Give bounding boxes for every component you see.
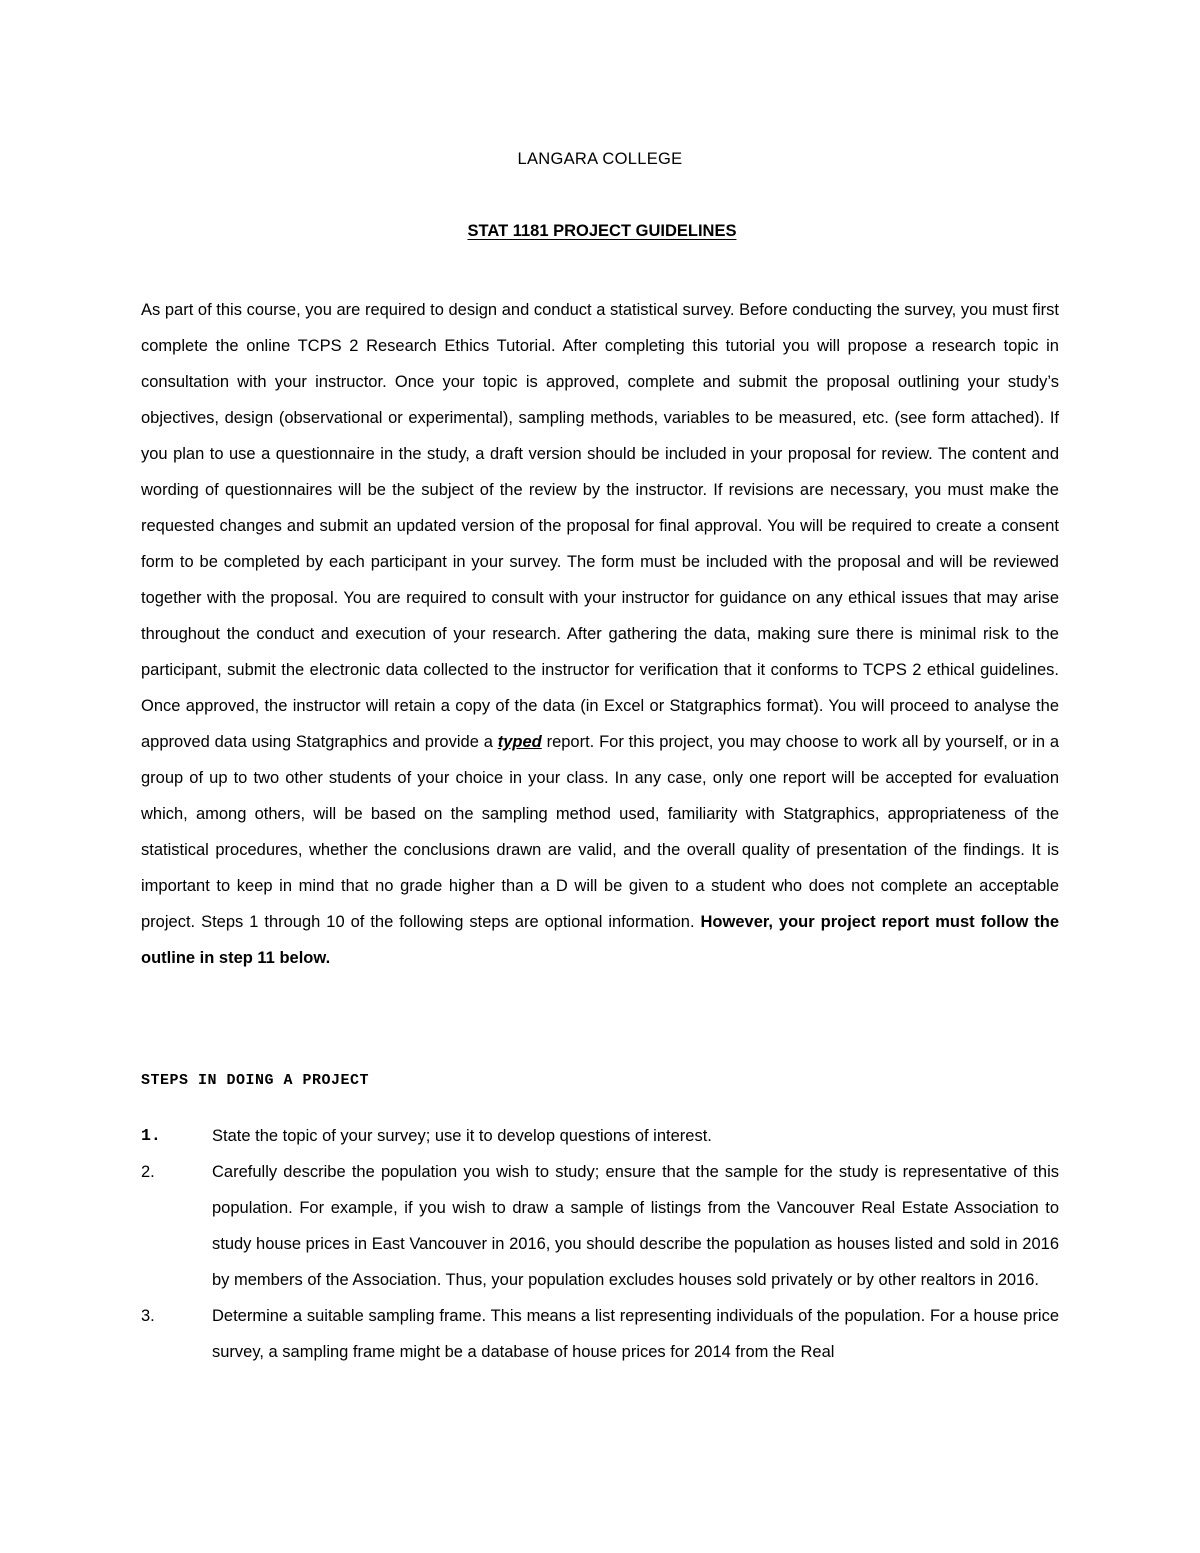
intro-emphasis-word: typed (497, 733, 542, 751)
steps-list (141, 1118, 1059, 1370)
document-title-text: STAT 1181 PROJECT GUIDELINES (467, 222, 737, 240)
step-number: 3. (141, 1307, 155, 1325)
step-number: 2. (141, 1163, 155, 1181)
steps-section-heading: STEPS IN DOING A PROJECT (141, 1072, 370, 1089)
list-item (141, 1298, 1059, 1370)
document-title (0, 222, 1200, 241)
step-text: Carefully describe the population you wish to study; ensure that the sample for the study is representative of this population. For example, if you wish to draw a sample of listings from the Vancouver Real Estate Association to study house prices in East Vancouver in 2016, you should describe the population as houses listed and sold in 2016 by members of the Association. Thus, your population excludes houses sold privately or by other realtors in 2016. (212, 1163, 1059, 1289)
step-text: Determine a suitable sampling frame. This means a list representing individuals of the population. For a house price survey, a sampling frame might be a database of house prices for 2014 from the Real (212, 1307, 1059, 1361)
list-item (141, 1154, 1059, 1298)
list-item (141, 1118, 1059, 1154)
step-number: 1. (141, 1126, 161, 1145)
intro-bold-closing: However, your project report must follow the outline in step 11 below. (141, 913, 1059, 967)
intro-text-part-1: As part of this course, you are required to design and conduct a statistical survey. Before conducting the survey, you must first complete the online TCPS 2 Research Ethics Tutorial. After completing this tutorial you will propose a research topic in consultation with your instructor. Once your topic is approved, complete and submit the proposal outlining your study’s objectives, design (observational or experimental), sampling methods, variables to be measured, etc. (see form attached). If you plan to use a questionnaire in the study, a draft version should be included in your proposal for review. The content and wording of questionnaires will be the subject of the review by the instructor. If revisions are necessary, you must make the requested changes and submit an updated version of the proposal for final approval. You will be required to create a consent form to be completed by each participant in your survey. The form must be included with the proposal and will be reviewed together with the proposal. You are required to consult with your instructor for guidance on any ethical issues that may arise throughout the conduct and execution of your research. After gathering the data, making sure there is minimal risk to the participant, submit the electronic data collected to the instructor for verification that it conforms to TCPS 2 ethical guidelines. Once approved, the instructor will retain a copy of the data (in Excel or Statgraphics format). You will proceed to analyse the approved data using Statgraphics and provide a (141, 301, 1059, 751)
intro-paragraph (141, 292, 1059, 976)
institution-name: LANGARA COLLEGE (517, 150, 683, 168)
intro-text-part-2: report. For this project, you may choose to work all by yourself, or in a group of up to two other students of your choice in your class. In any case, only one report will be accepted for evaluation which, among others, will be based on the sampling method used, familiarity with Statgraphics, appropriateness of the statistical procedures, whether the conclusions drawn are valid, and the overall quality of presentation of the findings. It is important to keep in mind that no grade higher than a D will be given to a student who does not complete an acceptable project. Steps 1 through 10 of the following steps are optional information. (141, 733, 1060, 931)
step-text: State the topic of your survey; use it to develop questions of interest. (212, 1127, 712, 1145)
